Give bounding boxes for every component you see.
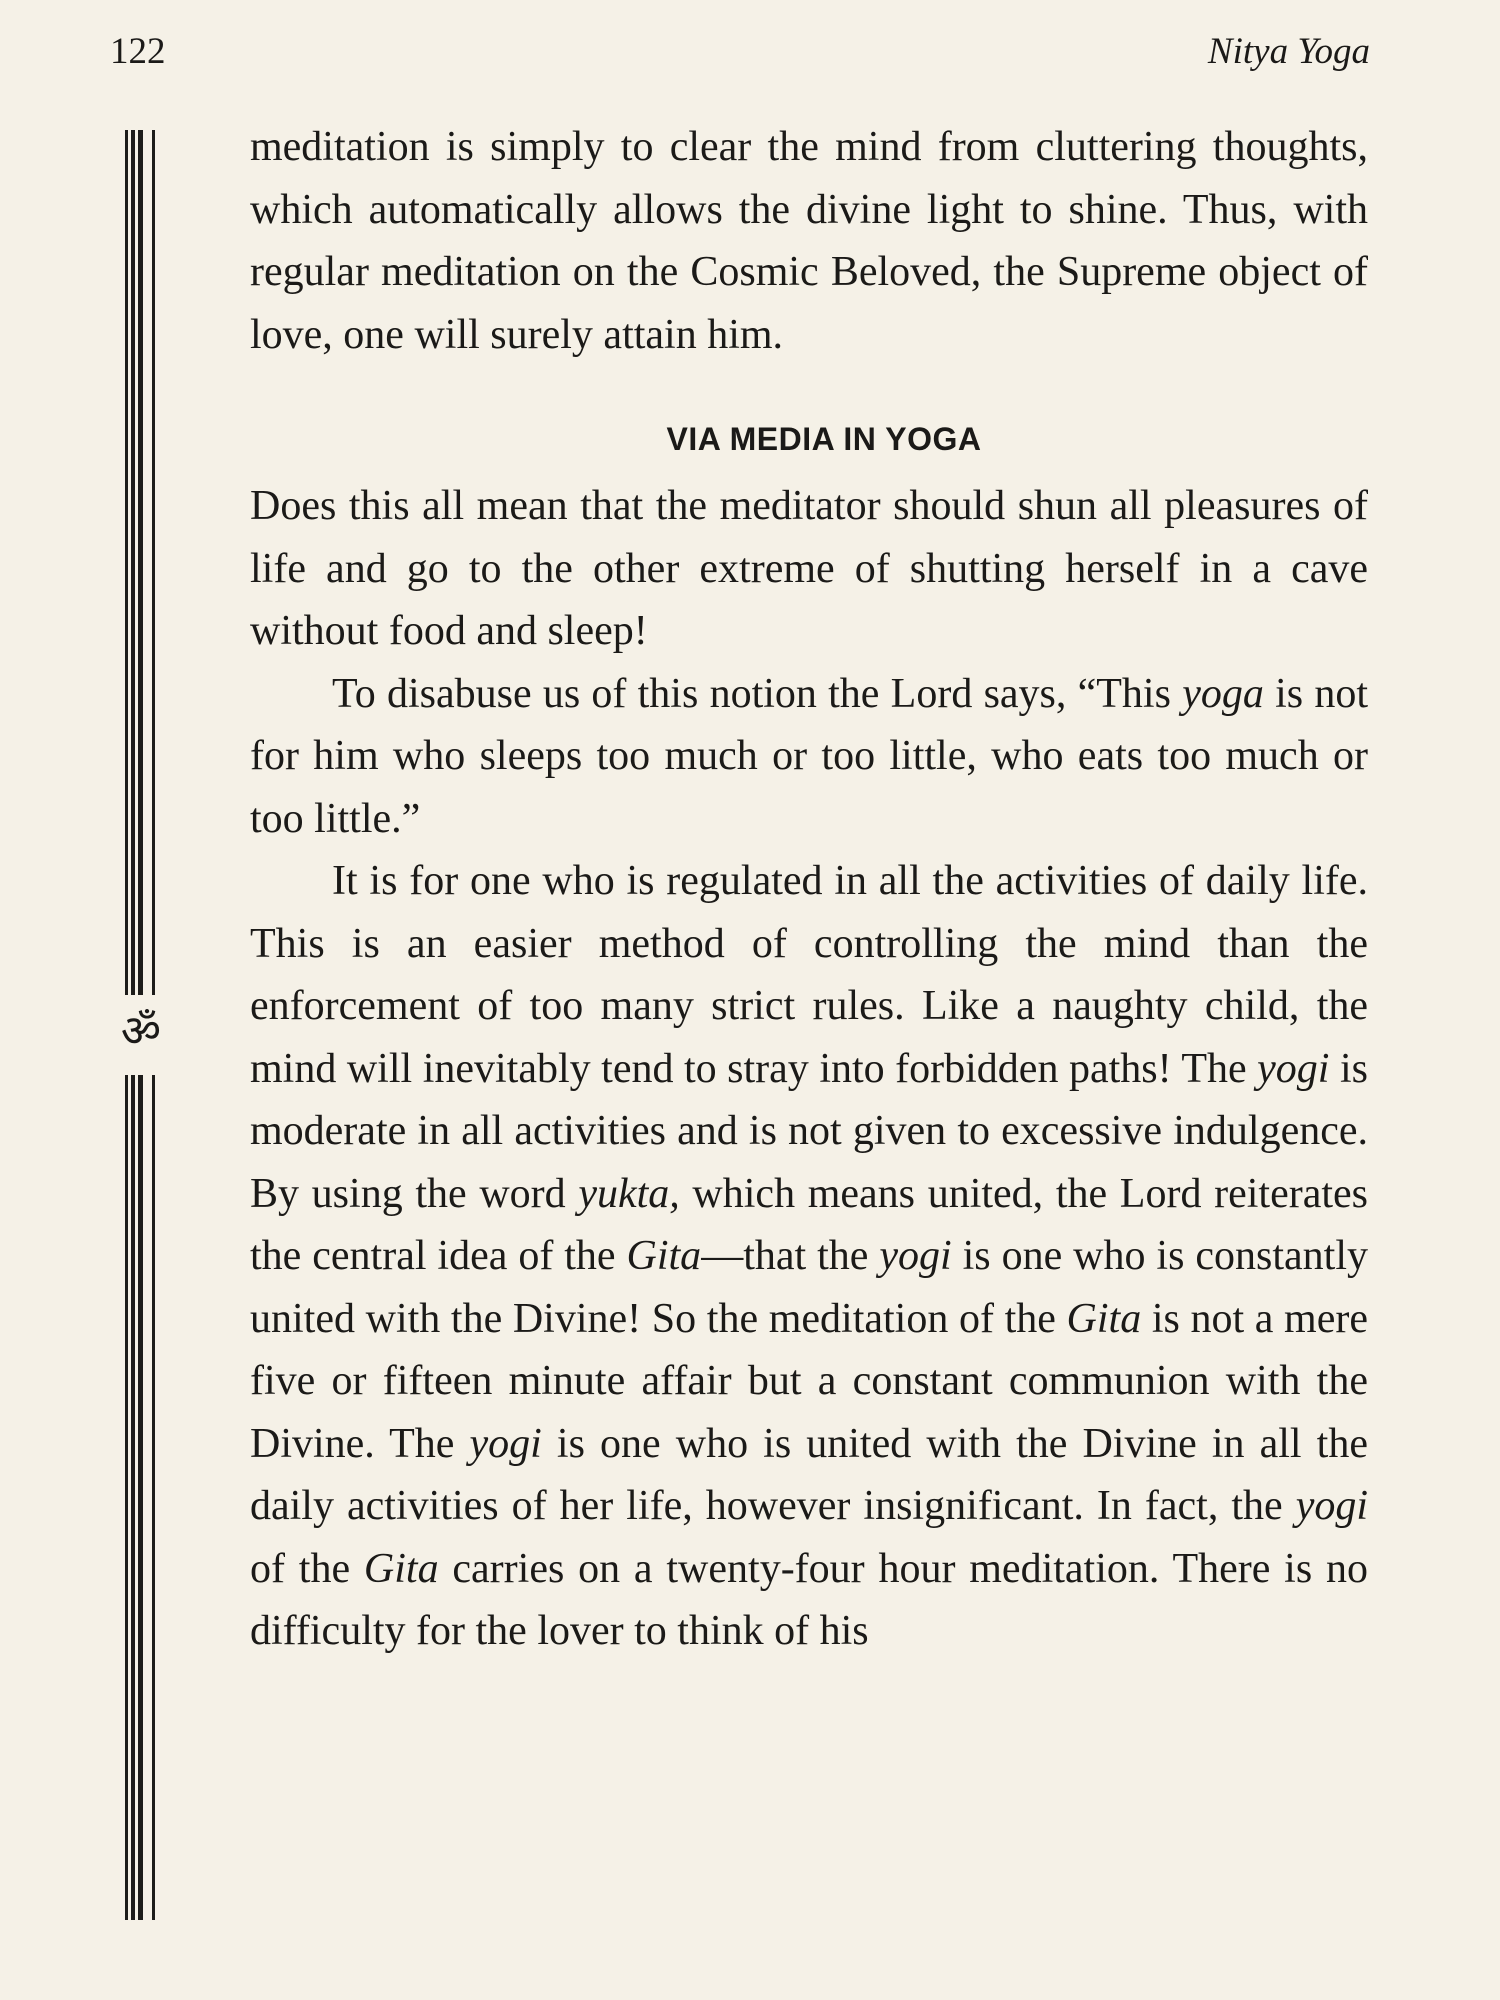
italic-term: Gita [626, 1233, 702, 1279]
text-run: It is for one who is regulated in all the activities of daily life. This is an easier method of controlling the mind than the enforcement of too many strict rules. Like a naughty child, the mind will inevitably tend to stray into forbidden paths! The [250, 858, 1368, 1092]
om-icon: ॐ [120, 1006, 162, 1057]
italic-term: yogi [879, 1233, 952, 1279]
section-heading: VIA MEDIA IN YOGA [666, 421, 982, 457]
text-run: of the [250, 1545, 364, 1592]
italic-term: yogi [1257, 1045, 1330, 1092]
italic-term: Gita [1066, 1295, 1142, 1342]
page-number: 122 [110, 31, 166, 72]
text-run: is moderate in all activities and is not given to excessive indulgence. By using the word [250, 1045, 1368, 1217]
text-run: carries on a twenty-four hour meditation. There is no difficulty for the lover to think of his [250, 1545, 1368, 1654]
text-run: which means united, the Lord reiterates the central idea of the [250, 1170, 1369, 1279]
paragraph-1: Does this all mean that the meditator should shun all pleasures of life and go to the other extreme of shutting herself in a cave without food and sleep! [250, 483, 1368, 654]
text-run: —that the [701, 1233, 880, 1279]
italic-term: yoga [1182, 670, 1264, 717]
italic-term: yukta, [578, 1170, 680, 1217]
paragraph-3 [250, 850, 1368, 1663]
text-run: To disabuse us of this notion the Lord says, “This [332, 670, 1183, 717]
italic-term: Gita [363, 1545, 439, 1592]
paragraph-2 [250, 663, 1368, 851]
italic-term: yogi [1295, 1483, 1368, 1529]
italic-term: yogi [469, 1420, 542, 1467]
running-head: Nitya Yoga [1207, 31, 1370, 72]
intro-paragraph: meditation is simply to clear the mind from cluttering thoughts, which automatically allows the divine light to shine. Thus, with regular meditation on the Cosmic Beloved, the Supreme object of love, one will surely attain him. [250, 124, 1368, 358]
text-run: is one who is constantly united with the Divine! So the meditation of the [250, 1233, 1369, 1342]
text-run: is not a mere five or fifteen minute affair but a constant communion with the Divine. The [250, 1295, 1368, 1467]
text-run: is not for him who sleeps too much or too little, who eats too much or too little.” [250, 670, 1369, 842]
body-text [250, 116, 1368, 1663]
margin-rule-top [125, 130, 155, 995]
text-run: is one who is united with the Divine in all the daily activities of her life, however insignificant. In fact, the [250, 1420, 1368, 1529]
margin-rule-bottom [125, 1075, 155, 1920]
